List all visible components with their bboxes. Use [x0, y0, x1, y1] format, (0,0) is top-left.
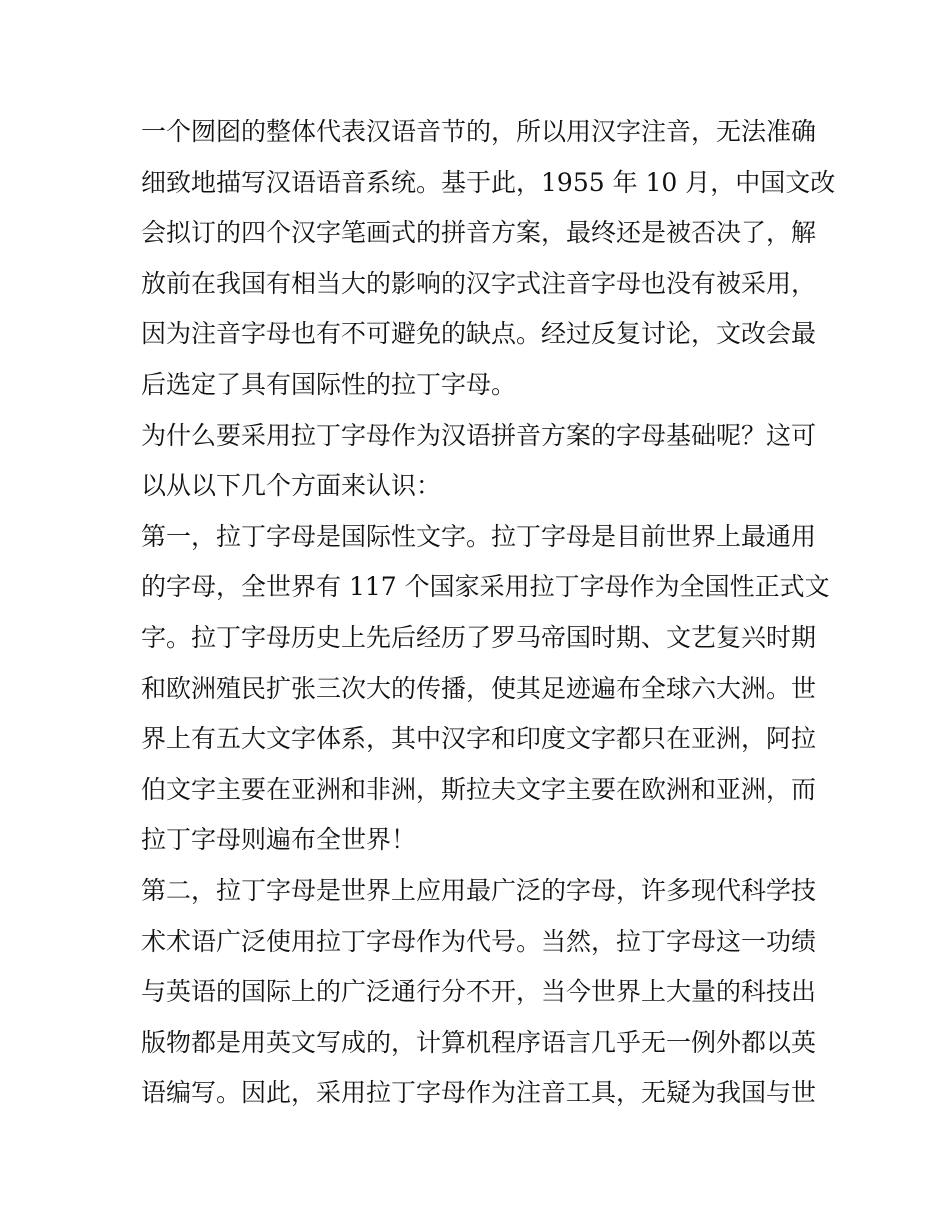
text-line: 一个囫囵的整体代表汉语音节的，所以用汉字注音，无法准确 — [141, 117, 817, 146]
text-line: 与英语的国际上的广泛通行分不开，当今世界上大量的科技出 — [141, 977, 817, 1007]
text-line: 界上有五大文字体系，其中汉字和印度文字都只在亚洲，阿拉 — [141, 724, 817, 754]
text-line: 以从以下几个方面来认识： — [141, 471, 442, 501]
text-line: 的字母，全世界有 117 个国家采用拉丁字母作为全国性正式文 — [141, 572, 830, 602]
text-line: 术术语广泛使用拉丁字母作为代号。当然，拉丁字母这一功绩 — [141, 926, 817, 956]
text-line: 因为注音字母也有不可避免的缺点。经过反复讨论，文改会最 — [141, 319, 817, 349]
text-line: 版物都是用英文写成的，计算机程序语言几乎无一例外都以英 — [141, 1027, 817, 1057]
text-line: 字。拉丁字母历史上先后经历了罗马帝国时期、文艺复兴时期 — [141, 622, 817, 652]
text-line: 第一，拉丁字母是国际性文字。拉丁字母是目前世界上最通用 — [141, 521, 817, 551]
text-line: 第二，拉丁字母是世界上应用最广泛的字母，许多现代科学技 — [141, 875, 817, 905]
text-line: 会拟订的四个汉字笔画式的拼音方案，最终还是被否决了，解 — [141, 218, 817, 248]
text-line: 细致地描写汉语语音系统。基于此，1955 年 10 月，中国文改 — [141, 167, 836, 197]
text-line: 伯文字主要在亚洲和非洲，斯拉夫文字主要在欧洲和亚洲，而 — [141, 774, 817, 804]
body-text — [141, 107, 836, 1119]
text-line: 语编写。因此，采用拉丁字母作为注音工具，无疑为我国与世 — [141, 1078, 817, 1108]
text-line: 后选定了具有国际性的拉丁字母。 — [141, 369, 517, 399]
text-line: 为什么要采用拉丁字母作为汉语拼音方案的字母基础呢？这可 — [141, 420, 817, 450]
text-line: 和欧洲殖民扩张三次大的传播，使其足迹遍布全球六大洲。世 — [141, 673, 817, 703]
text-line: 拉丁字母则遍布全世界！ — [141, 825, 417, 855]
text-line: 放前在我国有相当大的影响的汉字式注音字母也没有被采用， — [141, 268, 817, 298]
